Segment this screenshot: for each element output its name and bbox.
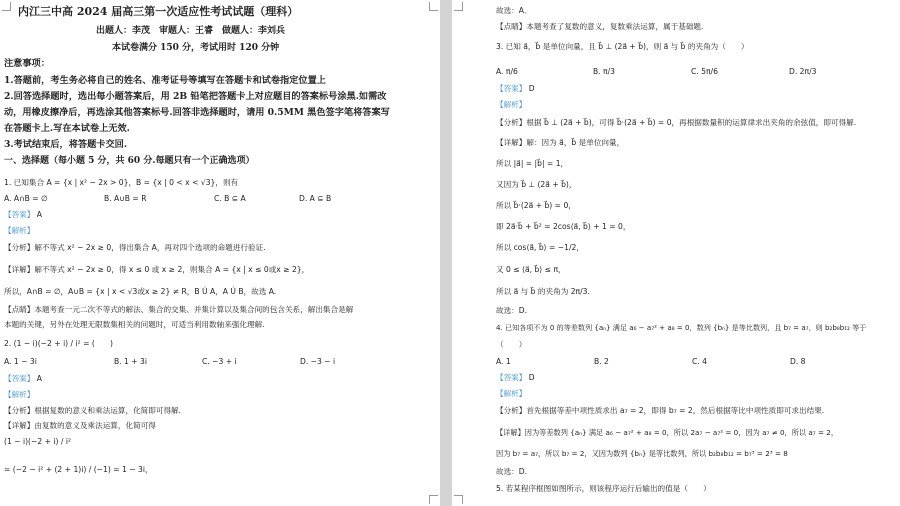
- fenxi-line: [496, 406, 824, 416]
- question-4-options: [496, 357, 806, 367]
- question-2-stem: 2. (1 − i)(−2 + i) / i² = ( ): [4, 339, 113, 348]
- question-3-stem: 3. 已知 a⃗，b⃗ 是单位向量，且 b⃗ ⊥ (2a⃗ + b⃗)，则 a⃗ 与 b⃗ 的夹角为（ ）: [496, 42, 749, 51]
- solution-step: 又 0 ≤ ⟨a⃗, b⃗⟩ ≤ π，: [496, 265, 566, 274]
- page-corner-mark: [2, 2, 11, 11]
- note-line: 动，用橡皮擦净后，再选涂其他答案标号.回答非选择题时，请用 0.5MM 黑色签字笔将答案写: [4, 107, 390, 118]
- page-corner-mark: [454, 495, 463, 504]
- fenxi-text: 首先根据等差中项性质求出 a₇ = 2，即得 b₇ = 2，然后根据等比中项性质即可求出结果.: [526, 406, 825, 415]
- document-page-right: [452, 0, 900, 506]
- answer-value: A: [36, 210, 42, 219]
- dianjing-line: [4, 305, 353, 315]
- fenxi-tag: 【分析】: [496, 118, 527, 127]
- section-heading: 一、选择题（每小题 5 分，共 60 分.每题只有一个正确选项）: [4, 156, 255, 166]
- dianjing-line-2: 本题的关键，另外在处理无限数集相关的问题时，可适当利用数轴来强化理解.: [4, 320, 265, 329]
- solution-step: 所以 a⃗ 与 b⃗ 的夹角为 2π/3.: [496, 287, 590, 296]
- dianjing-text: 本题考查一元二次不等式的解法、集合的交集、并集计算以及集合间的包含关系，解出集合是解: [34, 305, 354, 314]
- xiangjie-tag: 【详解】: [496, 138, 527, 147]
- dianjing-text: 本题考查了复数的意义，复数乘法运算，属于基础题.: [526, 22, 704, 31]
- option-c: C. 5π/6: [691, 67, 718, 76]
- option-d: D. A ⊆ B: [299, 194, 332, 203]
- option-b: B. π/3: [593, 67, 615, 76]
- xiangjie-line: [4, 421, 156, 431]
- xiangjie-line: [496, 428, 838, 438]
- option-d: D. −3 − i: [300, 357, 336, 366]
- solution-step: 所以 |a⃗| = |b⃗| = 1，: [496, 159, 569, 168]
- analysis-tag: 【解析】: [496, 100, 527, 109]
- xiangjie-tag: 【详解】: [4, 265, 35, 274]
- answer-tag: 【答案】: [4, 374, 35, 383]
- solution-step: 所以 b⃗·(2a⃗ + b⃗) = 0，: [496, 201, 576, 210]
- fenxi-text: 根据复数的意义和乘法运算，化简即可得解.: [34, 406, 182, 415]
- xiangjie-text: 解：因为 a⃗，b⃗ 是单位向量，: [526, 138, 625, 147]
- answer-line: [4, 374, 42, 384]
- fenxi-line: [496, 118, 856, 128]
- note-line: 在答题卡上.写在本试卷上无效.: [4, 123, 130, 134]
- answer-value: A: [36, 374, 42, 383]
- xiangjie-text: 解不等式 x² − 2x ≥ 0，得 x ≤ 0 或 x ≥ 2，则集合 A = {x | x ≤ 0或x ≥ 2}，: [34, 265, 310, 274]
- fenxi-text: 解不等式 x² − 2x ≥ 0，得出集合 A，再对四个选项的命题进行验证.: [34, 243, 266, 252]
- answer-value: D: [528, 84, 535, 93]
- equation-line: = (−2 − i² + (2 + 1)i) / (−1) = 1 − 3i，: [4, 465, 153, 474]
- dianjing-tag: 【点睛】: [4, 305, 35, 314]
- option-d: D. 2π/3: [789, 67, 817, 76]
- analysis-tag: 【解析】: [4, 390, 35, 399]
- analysis-tag: 【解析】: [4, 226, 35, 235]
- option-c: C. B ⊆ A: [214, 194, 246, 203]
- option-a: A. π/6: [496, 67, 518, 76]
- solution-step: 因为 b₇ = a₇，所以 b₇ = 2，又因为数列 {bₙ} 是等比数列，所以 b₂b₈b₁₂ = b₇³ = 2³ = 8: [496, 449, 788, 458]
- fenxi-text: 根据 b⃗ ⊥ (2a⃗ + b⃗)，可得 b⃗·(2a⃗ + b⃗) = 0，再根据数量积的运算律求出夹角的余弦值，即可得解.: [526, 118, 857, 127]
- answer-line: [496, 373, 535, 383]
- note-line: 1.答题前，考生务必将自己的姓名、准考证号等填写在答题卡和试卷指定位置上: [4, 75, 326, 86]
- fenxi-tag: 【分析】: [4, 243, 35, 252]
- answer-value: D: [528, 373, 535, 382]
- xiangjie-tag: 【详解】: [496, 428, 525, 437]
- page-gutter: [440, 0, 452, 506]
- conclusion: 故选：D.: [496, 306, 528, 315]
- exam-title: 内江三中高 2024 届高三第一次适应性考试试题（理科）: [18, 5, 299, 18]
- analysis-tag: 【解析】: [496, 389, 527, 398]
- question-5-stem: 5. 若某程序框图如图所示，则该程序运行后输出的值是（ ）: [496, 484, 711, 493]
- answer-line: [4, 210, 42, 220]
- option-a: A. A∩B = ∅: [4, 194, 48, 203]
- note-line: 2.回答选择题时，选出每小题答案后，用 2B 铅笔把答题卡上对应题目的答案标号涂黑.如需改: [4, 91, 387, 102]
- xiangjie-tag: 【详解】: [4, 421, 35, 430]
- xiangjie-line: [4, 265, 309, 275]
- answer-tag: 【答案】: [496, 373, 527, 382]
- exam-info: 本试卷满分 150 分，考试用时 120 分钟: [112, 43, 280, 53]
- option-c: C. 4: [692, 357, 707, 366]
- xiangjie-text: 因为等差数列 {aₙ} 满足 a₆ − a₇² + a₈ = 0，所以 2a₇ − a₇² = 0，因为 a₇ ≠ 0，所以 a₇ = 2，: [524, 428, 839, 437]
- document-page-left: [0, 0, 440, 506]
- dianjing-tag: 【点睛】: [496, 22, 527, 31]
- fenxi-line: [4, 243, 266, 253]
- fenxi-tag: 【分析】: [496, 406, 527, 415]
- dianjing-line: [496, 22, 703, 32]
- answer-tag: 【答案】: [4, 210, 35, 219]
- option-b: B. 1 + 3i: [114, 357, 148, 366]
- question-4-blank: （ ）: [496, 340, 527, 349]
- solution-step: 又因为 b⃗ ⊥ (2a⃗ + b⃗)，: [496, 180, 577, 189]
- option-b: B. 2: [594, 357, 609, 366]
- page-corner-mark: [429, 2, 438, 11]
- xiangjie-text: 由复数的意义及乘法运算，化简可得: [34, 421, 156, 430]
- question-2-options: [4, 357, 335, 367]
- solution-step: 即 2a⃗·b⃗ + b⃗² = 2cos⟨a⃗, b⃗⟩ + 1 = 0，: [496, 222, 631, 231]
- question-3-options: [496, 67, 816, 77]
- option-a: A. 1 − 3i: [4, 357, 37, 366]
- option-b: B. A∪B = R: [104, 194, 147, 203]
- equation-line: (1 − i)(−2 + i) / i²: [4, 437, 72, 446]
- fenxi-line: [4, 406, 181, 416]
- conclusion: 故选：D.: [496, 467, 528, 476]
- fenxi-tag: 【分析】: [4, 406, 35, 415]
- prev-answer: 故选：A．: [496, 6, 532, 15]
- solution-step: 所以 cos⟨a⃗, b⃗⟩ = −1/2，: [496, 243, 584, 252]
- notes-heading: 注意事项：: [4, 58, 50, 69]
- option-d: D. 8: [790, 357, 806, 366]
- therefore-line: 所以，A∩B = ∅，A∪B = {x | x < √3或x ≥ 2} ≠ R，B Ú A，A Ú B，故选 A.: [4, 287, 277, 296]
- question-4-stem: 4. 已知各项不为 0 的等差数列 {aₙ} 满足 a₆ − a₇² + a₈ = 0，数列 {bₙ} 是等比数列，且 b₇ = a₇，则 b₂b₈b₁₂ 等于: [496, 323, 867, 332]
- question-1-stem: 1. 已知集合 A = {x | x² − 2x > 0}，B = {x | 0 < x < √3}，则有: [4, 178, 239, 187]
- xiangjie-line: [496, 138, 624, 148]
- answer-line: [496, 84, 535, 94]
- page-corner-mark: [429, 495, 438, 504]
- option-a: A. 1: [496, 357, 511, 366]
- exam-authors: 出题人：李茂 审题人：王睿 做题人：李刘兵: [96, 26, 286, 36]
- note-line: 3.考试结束后，将答题卡交回.: [4, 139, 128, 150]
- question-1-options: [4, 194, 331, 204]
- answer-tag: 【答案】: [496, 84, 527, 93]
- option-c: C. −3 + i: [202, 357, 237, 366]
- page-corner-mark: [454, 2, 463, 11]
